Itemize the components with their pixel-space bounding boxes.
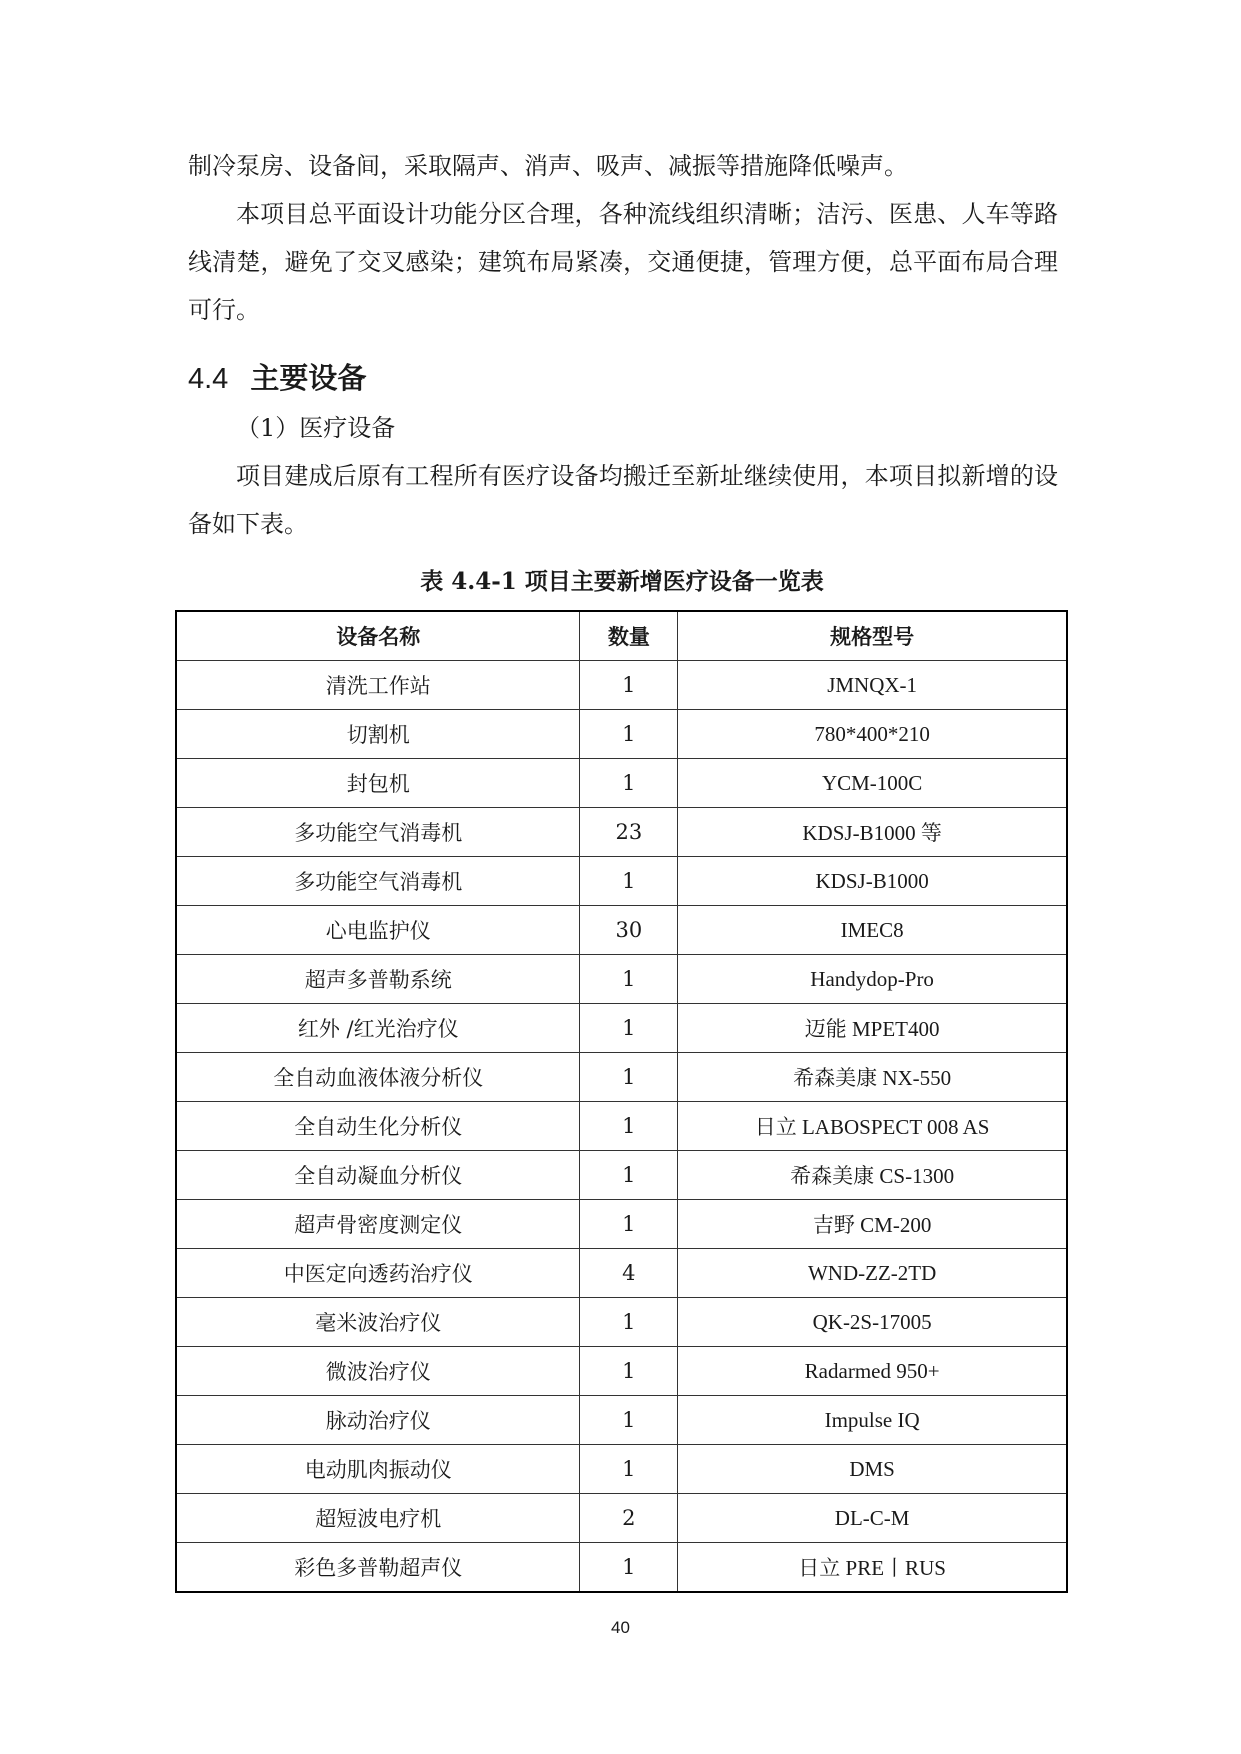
table-row: [176, 710, 1067, 759]
equipment-name-cell: 切割机: [176, 710, 580, 759]
intro-line: 制冷泵房、设备间，采取隔声、消声、吸声、减振等措施降低噪声。: [188, 152, 908, 180]
table-row: [176, 1543, 1067, 1593]
quantity-cell: 30: [580, 906, 678, 955]
quantity-cell: 1: [580, 1298, 678, 1347]
model-cell: 迈能 MPET400: [678, 1004, 1067, 1053]
table-row: [176, 1200, 1067, 1249]
equipment-name-cell: 微波治疗仪: [176, 1347, 580, 1396]
equipment-paragraph: 项目建成后原有工程所有医疗设备均搬迁至新址继续使用，本项目拟新增的设备如下表。: [188, 462, 1058, 538]
model-cell: 日立 LABOSPECT 008 AS: [678, 1102, 1067, 1151]
model-cell: KDSJ-B1000 等: [678, 808, 1067, 857]
equipment-name-cell: 心电监护仪: [176, 906, 580, 955]
quantity-cell: 1: [580, 1200, 678, 1249]
model-cell: KDSJ-B1000: [678, 857, 1067, 906]
header-quantity: 数量: [580, 611, 678, 661]
model-cell: JMNQX-1: [678, 661, 1067, 710]
equipment-name-cell: 封包机: [176, 759, 580, 808]
model-cell: Handydop-Pro: [678, 955, 1067, 1004]
model-cell: WND-ZZ-2TD: [678, 1249, 1067, 1298]
equipment-name-cell: 彩色多普勒超声仪: [176, 1543, 580, 1593]
quantity-cell: 1: [580, 1347, 678, 1396]
equipment-name-cell: 红外 /红光治疗仪: [176, 1004, 580, 1053]
header-model: 规格型号: [678, 611, 1067, 661]
page-number: 40: [611, 1618, 630, 1637]
quantity-cell: 1: [580, 1543, 678, 1593]
table-row: [176, 1396, 1067, 1445]
quantity-cell: 1: [580, 1102, 678, 1151]
equipment-name-cell: 全自动血液体液分析仪: [176, 1053, 580, 1102]
quantity-cell: 1: [580, 1004, 678, 1053]
equipment-name-cell: 超短波电疗机: [176, 1494, 580, 1543]
table-row: [176, 906, 1067, 955]
quantity-cell: 1: [580, 1053, 678, 1102]
model-cell: 希森美康 CS-1300: [678, 1151, 1067, 1200]
table-row: [176, 1298, 1067, 1347]
header-name: 设备名称: [176, 611, 580, 661]
table-row: [176, 955, 1067, 1004]
table-caption: 表 4.4-1 项目主要新增医疗设备一览表: [420, 568, 824, 595]
quantity-cell: 1: [580, 759, 678, 808]
model-cell: 日立 PRE丨RUS: [678, 1543, 1067, 1593]
quantity-cell: 23: [580, 808, 678, 857]
quantity-cell: 1: [580, 857, 678, 906]
layout-paragraph: 本项目总平面设计功能分区合理，各种流线组织清晰；洁污、医患、人车等路线清楚，避免了交叉感染；建筑布局紧凑，交通便捷，管理方便，总平面布局合理可行。: [188, 200, 1058, 324]
model-cell: YCM-100C: [678, 759, 1067, 808]
section-number: 4.4: [188, 363, 229, 395]
table-row: [176, 1249, 1067, 1298]
table-row: [176, 1102, 1067, 1151]
equipment-name-cell: 中医定向透药治疗仪: [176, 1249, 580, 1298]
equipment-name-cell: 电动肌肉振动仪: [176, 1445, 580, 1494]
equipment-name-cell: 超声多普勒系统: [176, 955, 580, 1004]
equipment-name-cell: 超声骨密度测定仪: [176, 1200, 580, 1249]
table-row: [176, 808, 1067, 857]
quantity-cell: 1: [580, 1445, 678, 1494]
quantity-cell: 1: [580, 661, 678, 710]
model-cell: Radarmed 950+: [678, 1347, 1067, 1396]
equipment-name-cell: 毫米波治疗仪: [176, 1298, 580, 1347]
equipment-table: [175, 610, 1068, 1593]
model-cell: DL-C-M: [678, 1494, 1067, 1543]
model-cell: 希森美康 NX-550: [678, 1053, 1067, 1102]
model-cell: DMS: [678, 1445, 1067, 1494]
table-row: [176, 1151, 1067, 1200]
table-row: [176, 1494, 1067, 1543]
table-row: [176, 1347, 1067, 1396]
equipment-name-cell: 全自动凝血分析仪: [176, 1151, 580, 1200]
table-row: [176, 661, 1067, 710]
model-cell: QK-2S-17005: [678, 1298, 1067, 1347]
section-title: 主要设备: [250, 361, 367, 395]
subsection-title: （1）医疗设备: [236, 414, 396, 442]
quantity-cell: 1: [580, 955, 678, 1004]
quantity-cell: 1: [580, 1151, 678, 1200]
table-row: [176, 1445, 1067, 1494]
model-cell: 780*400*210: [678, 710, 1067, 759]
equipment-name-cell: 多功能空气消毒机: [176, 808, 580, 857]
quantity-cell: 4: [580, 1249, 678, 1298]
table-row: [176, 759, 1067, 808]
quantity-cell: 2: [580, 1494, 678, 1543]
table-row: [176, 857, 1067, 906]
table-body: [176, 661, 1067, 1593]
quantity-cell: 1: [580, 710, 678, 759]
model-cell: 吉野 CM-200: [678, 1200, 1067, 1249]
table-header-row: [176, 611, 1067, 661]
table-row: [176, 1004, 1067, 1053]
equipment-name-cell: 清洗工作站: [176, 661, 580, 710]
equipment-name-cell: 全自动生化分析仪: [176, 1102, 580, 1151]
table-row: [176, 1053, 1067, 1102]
model-cell: IMEC8: [678, 906, 1067, 955]
equipment-name-cell: 脉动治疗仪: [176, 1396, 580, 1445]
equipment-name-cell: 多功能空气消毒机: [176, 857, 580, 906]
model-cell: Impulse IQ: [678, 1396, 1067, 1445]
quantity-cell: 1: [580, 1396, 678, 1445]
section-heading: [188, 358, 366, 399]
